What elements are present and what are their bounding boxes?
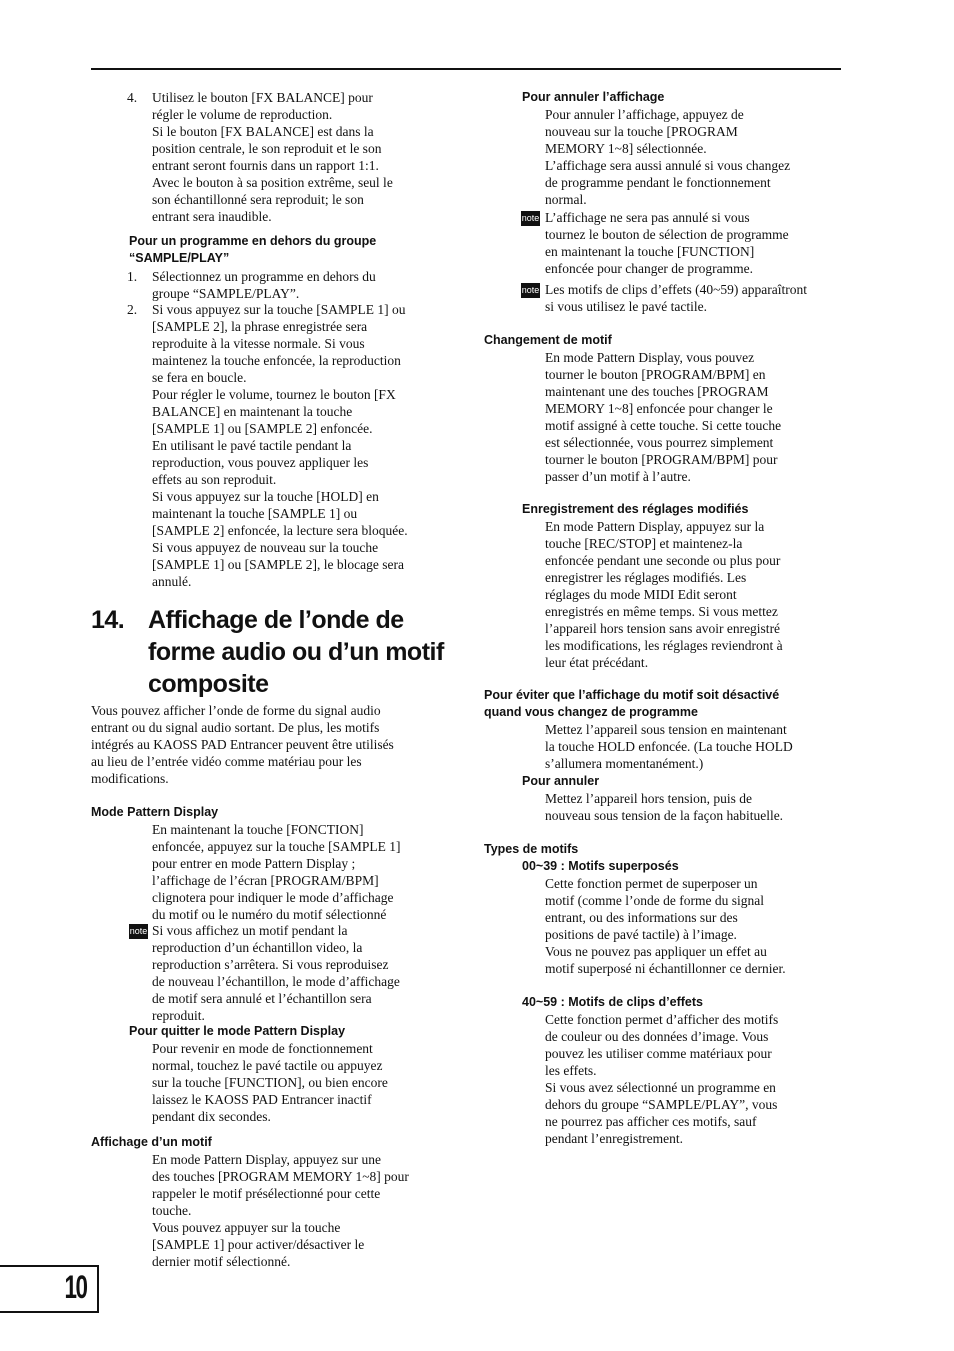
cancel-display-text — [545, 106, 845, 208]
text-line: Si vous appuyez de nouveau sur la touche — [152, 540, 379, 555]
text-line: [SAMPLE 1] ou [SAMPLE 2] enfoncée. — [152, 421, 373, 436]
text-line: enfoncée pour changer de programme. — [545, 261, 754, 276]
effect-clips-text — [545, 1011, 845, 1147]
text-line: motif superposé ni échantillonner ce dernier. — [545, 961, 786, 976]
quit-mode-heading: Pour quitter le mode Pattern Display — [129, 1024, 346, 1038]
text-line: dehors du groupe “SAMPLE/PLAY”, vous — [545, 1097, 778, 1112]
text-line: entrant seront fournis dans un rapport 1:1. — [152, 158, 379, 173]
text-line: dernier motif sélectionné. — [152, 1254, 291, 1269]
text-line: l’appareil hors tension sans avoir enregistré — [545, 621, 781, 636]
text-line: Pour régler le volume, tournez le bouton [FX — [152, 387, 396, 402]
text-line: L’affichage sera aussi annulé si vous changez — [545, 158, 791, 173]
text-line: annulé. — [152, 574, 192, 589]
text-line: tourner le bouton [PROGRAM/BPM] pour — [545, 452, 778, 467]
cancel-display-heading: Pour annuler l’affichage — [522, 90, 665, 104]
text-line: ne pourrez pas afficher ces motifs, sauf — [545, 1114, 757, 1129]
text-line: [SAMPLE 1] ou [SAMPLE 2], le blocage sera — [152, 557, 404, 572]
text-line: rappeler le motif présélectionné pour cette — [152, 1186, 381, 1201]
text-line: touche. — [152, 1203, 192, 1218]
text-line: enregistrer les réglages modifiés. Les — [545, 570, 747, 585]
mode-pattern-text — [152, 821, 452, 923]
annul-text — [545, 790, 845, 824]
section-number: 14. — [91, 606, 125, 634]
motif-display-heading: Affichage d’un motif — [91, 1135, 212, 1149]
text-line: positions de pavé tactile) à l’image. — [545, 927, 737, 942]
text-line: sur la touche [FUNCTION], ou bien encore — [152, 1075, 388, 1090]
text-line: Mettez l’appareil hors tension, puis de — [545, 791, 752, 806]
text-line: En maintenant la touche [FONCTION] — [152, 822, 364, 837]
text-line: si vous utilisez le pavé tactile. — [545, 299, 707, 314]
avoid-deactivation-text — [545, 721, 845, 772]
text-line: enregistrés en même temps. Si vous mettez — [545, 604, 778, 619]
text-line: reproduite à la vitesse normale. Si vous — [152, 336, 365, 351]
text-line: En utilisant le pavé tactile pendant la — [152, 438, 352, 453]
change-motif-text — [545, 349, 845, 485]
save-settings-text — [545, 518, 845, 671]
text-line: motif (comme l’onde de forme du signal — [545, 893, 764, 908]
text-line: les effets. — [545, 1063, 597, 1078]
text-line: Les motifs de clips d’effets (40~59) apparaîtront — [545, 282, 807, 297]
page-number: 10 — [64, 1269, 87, 1305]
text-line: reproduction s’arrêtera. Si vous reproduisez — [152, 957, 389, 972]
text-line: normal. — [545, 192, 587, 207]
text-line: du motif ou le numéro du motif sélectionné — [152, 907, 387, 922]
text-line: BALANCE] en maintenant la touche — [152, 404, 353, 419]
text-line: Utilisez le bouton [FX BALANCE] pour — [152, 90, 373, 105]
note-clip-motifs — [545, 281, 845, 315]
outside-group-heading — [129, 233, 449, 267]
avoid-deactivation-heading — [484, 687, 844, 721]
note-icon: note — [129, 924, 148, 939]
text-line: l’affichage de l’écran [PROGRAM/BPM] — [152, 873, 379, 888]
text-line: laissez le KAOSS PAD Entrancer inactif — [152, 1092, 372, 1107]
text-line: pendant dix secondes. — [152, 1109, 271, 1124]
item-4-text — [152, 89, 452, 225]
text-line: les modifications, les réglages reviendront à — [545, 638, 783, 653]
text-line: modifications. — [91, 771, 169, 786]
text-line: Si vous appuyez sur la touche [HOLD] en — [152, 489, 379, 504]
text-line: nouveau sous tension de la façon habituelle. — [545, 808, 784, 823]
text-line: Mettez l’appareil sous tension en maintenant — [545, 722, 787, 737]
page-number-box — [0, 1265, 99, 1313]
text-line: de motif sera annulé et l’échantillon sera — [152, 991, 372, 1006]
text-line: nouveau sur la touche [PROGRAM — [545, 124, 738, 139]
quit-mode-text — [152, 1040, 452, 1125]
text-line: [SAMPLE 2], la phrase enregistrée sera — [152, 319, 368, 334]
text-line: est sélectionnée, vous pourrez simplement — [545, 435, 774, 450]
text-line: régler le volume de reproduction. — [152, 107, 333, 122]
text-line: Si le bouton [FX BALANCE] est dans la — [152, 124, 374, 139]
text-line: [SAMPLE 2] enfoncée, la lecture sera bloquée. — [152, 523, 408, 538]
text-line: En mode Pattern Display, appuyez sur la — [545, 519, 765, 534]
text-line: des touches [PROGRAM MEMORY 1~8] pour — [152, 1169, 409, 1184]
text-line: Pour un programme en dehors du groupe — [129, 234, 377, 248]
note-program-change — [545, 209, 845, 277]
note-icon: note — [521, 283, 540, 298]
text-line: tourner le bouton [PROGRAM/BPM] en — [545, 367, 766, 382]
section-intro — [91, 702, 451, 787]
text-line: pendant l’enregistrement. — [545, 1131, 683, 1146]
text-line: de couleur ou des données d’image. Vous — [545, 1029, 769, 1044]
text-line: son échantillonné sera reproduit; le son — [152, 192, 364, 207]
motif-types-heading: Types de motifs — [484, 842, 579, 856]
text-line: maintenant une des touches [PROGRAM — [545, 384, 769, 399]
text-line: Affichage de l’onde de — [148, 606, 404, 634]
text-line: entrant, ou des informations sur des — [545, 910, 738, 925]
text-line: pouvez les utiliser comme matériaux pour — [545, 1046, 772, 1061]
text-line: clignotera pour indiquer le mode d’affichage — [152, 890, 394, 905]
text-line: En mode Pattern Display, appuyez sur une — [152, 1152, 381, 1167]
text-line: Pour annuler l’affichage, appuyez de — [545, 107, 744, 122]
text-line: Avec le bouton à sa position extrême, seul le — [152, 175, 393, 190]
text-line: position centrale, le son reproduit et le son — [152, 141, 382, 156]
motif-display-text — [152, 1151, 452, 1270]
text-line: en maintenant la touche [FUNCTION] — [545, 244, 755, 259]
text-line: groupe “SAMPLE/PLAY”. — [152, 286, 300, 301]
text-line: s’allumera momentanément.) — [545, 756, 704, 771]
text-line: au lieu de l’entrée vidéo comme matériau pour les — [91, 754, 362, 769]
item-2-number: 2. — [127, 302, 138, 317]
text-line: quand vous changez de programme — [484, 705, 698, 719]
text-line: Vous pouvez afficher l’onde de forme du signal audio — [91, 703, 381, 718]
text-line: Si vous affichez un motif pendant la — [152, 923, 348, 938]
text-line: “SAMPLE/PLAY” — [129, 251, 230, 265]
text-line: reproduction d’un échantillon video, la — [152, 940, 363, 955]
text-line: entrant sera inaudible. — [152, 209, 272, 224]
text-line: enfoncée, appuyez sur la touche [SAMPLE 1] — [152, 839, 401, 854]
text-line: pour entrer en mode Pattern Display ; — [152, 856, 356, 871]
text-line: forme audio ou d’un motif — [148, 638, 444, 666]
text-line: Si vous appuyez sur la touche [SAMPLE 1] ou — [152, 302, 406, 317]
text-line: [SAMPLE 1] pour activer/désactiver le — [152, 1237, 365, 1252]
text-line: Pour revenir en mode de fonctionnement — [152, 1041, 373, 1056]
text-line: En mode Pattern Display, vous pouvez — [545, 350, 755, 365]
text-line: MEMORY 1~8] sélectionnée. — [545, 141, 707, 156]
text-line: effets au son reproduit. — [152, 472, 277, 487]
text-line: tournez le bouton de sélection de programme — [545, 227, 789, 242]
text-line: passer d’un motif à l’autre. — [545, 469, 691, 484]
item-2-text — [152, 301, 452, 590]
section-title — [148, 604, 458, 700]
text-line: leur état précédant. — [545, 655, 649, 670]
item-1-number: 1. — [127, 269, 138, 284]
text-line: enfoncée pendant une seconde ou plus pour — [545, 553, 781, 568]
effect-clips-heading: 40~59 : Motifs de clips d’effets — [522, 995, 703, 1009]
text-line: Si vous avez sélectionné un programme en — [545, 1080, 776, 1095]
mode-pattern-note — [152, 922, 452, 1024]
text-line: Vous pouvez appuyer sur la touche — [152, 1220, 341, 1235]
annul-heading: Pour annuler — [522, 774, 600, 788]
text-line: de nouveau l’échantillon, le mode d’affichage — [152, 974, 400, 989]
text-line: Sélectionnez un programme en dehors du — [152, 269, 376, 284]
text-line: la touche HOLD enfoncée. (La touche HOLD — [545, 739, 793, 754]
superposed-motifs-text — [545, 875, 845, 977]
text-line: Cette fonction permet d’afficher des motifs — [545, 1012, 779, 1027]
item-1-text — [152, 268, 452, 302]
superposed-motifs-heading: 00~39 : Motifs superposés — [522, 859, 679, 873]
text-line: composite — [148, 670, 269, 698]
text-line: normal, touchez le pavé tactile ou appuyez — [152, 1058, 383, 1073]
text-line: Vous ne pouvez pas appliquer un effet au — [545, 944, 767, 959]
text-line: entrant ou du signal audio sortant. De plus, les motifs — [91, 720, 380, 735]
text-line: reproduit. — [152, 1008, 205, 1023]
save-settings-heading: Enregistrement des réglages modifiés — [522, 502, 749, 516]
text-line: Cette fonction permet de superposer un — [545, 876, 758, 891]
top-rule — [91, 68, 841, 70]
text-line: L’affichage ne sera pas annulé si vous — [545, 210, 750, 225]
text-line: Pour éviter que l’affichage du motif soit désactivé — [484, 688, 780, 702]
text-line: intégrés au KAOSS PAD Entrancer peuvent être utilisés — [91, 737, 394, 752]
change-motif-heading: Changement de motif — [484, 333, 612, 347]
text-line: reproduction, vous pouvez appliquer les — [152, 455, 369, 470]
note-icon: note — [521, 211, 540, 226]
text-line: MEMORY 1~8] enfoncée pour changer le — [545, 401, 773, 416]
text-line: maintenant la touche [SAMPLE 1] ou — [152, 506, 358, 521]
text-line: motif assigné à cette touche. Si cette touche — [545, 418, 782, 433]
text-line: réglages du mode MIDI Edit seront — [545, 587, 737, 602]
item-4-number: 4. — [127, 90, 138, 105]
text-line: touche [REC/STOP] et maintenez-la — [545, 536, 743, 551]
text-line: maintenez la touche enfoncée, la reproduction — [152, 353, 401, 368]
text-line: se fera en boucle. — [152, 370, 247, 385]
text-line: de programme pendant le fonctionnement — [545, 175, 771, 190]
mode-pattern-heading: Mode Pattern Display — [91, 805, 219, 819]
